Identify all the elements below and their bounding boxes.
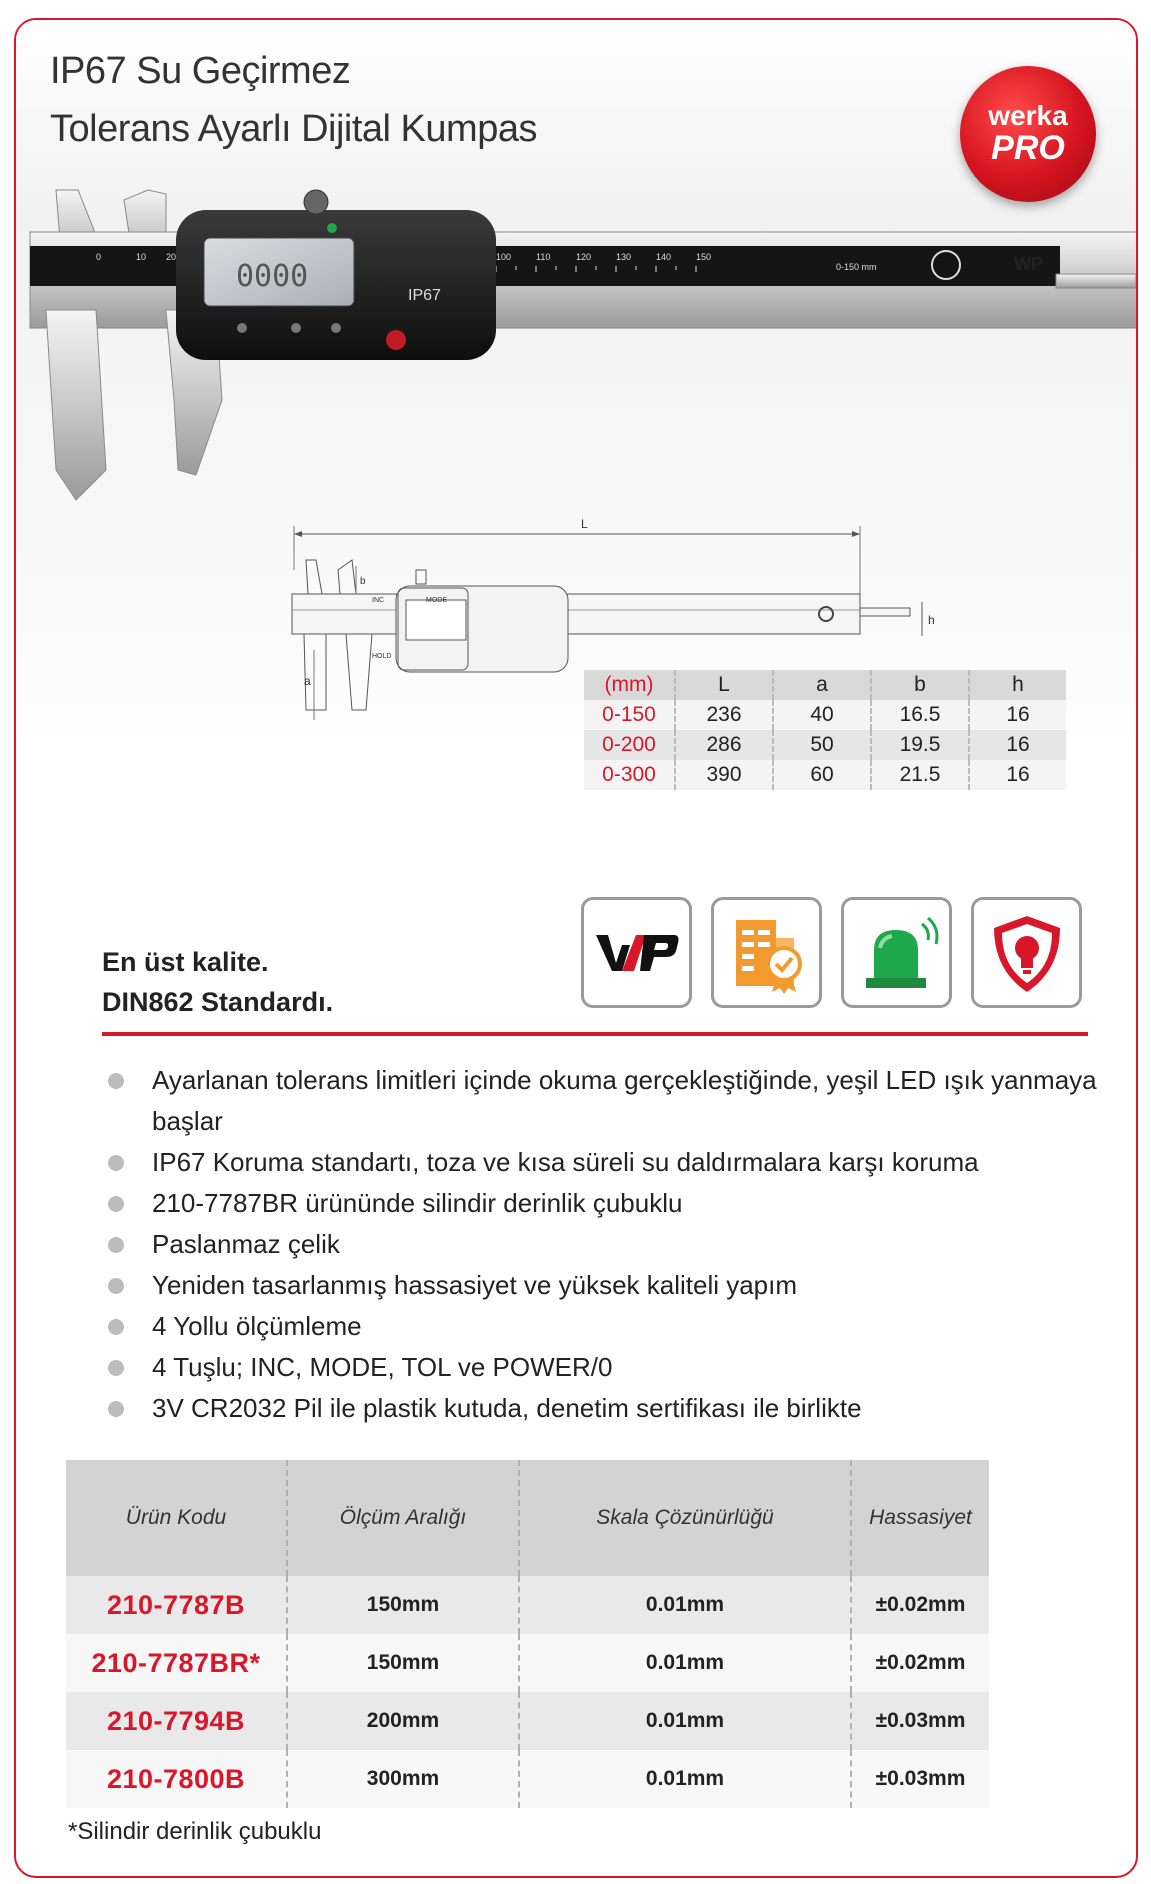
- lcd-readout: 0000: [236, 259, 309, 294]
- feature-text: Paslanmaz çelik: [152, 1229, 340, 1259]
- badge-line-2: PRO: [991, 129, 1065, 167]
- table-row: [66, 1576, 989, 1634]
- dim-range: 0-300: [584, 760, 675, 790]
- product-code: 210-7787BR*: [66, 1634, 287, 1692]
- accuracy: ±0.02mm: [851, 1634, 989, 1692]
- resolution: 0.01mm: [519, 1576, 851, 1634]
- accuracy: ±0.03mm: [851, 1692, 989, 1750]
- footnote: *Silindir derinlik çubuklu: [68, 1818, 322, 1845]
- title-line-2: Tolerans Ayarlı Dijital Kumpas: [50, 108, 537, 150]
- svg-text:10: 10: [136, 252, 147, 262]
- feature-icons: [581, 897, 1082, 1008]
- feature-text: 210-7787BR ürününde silindir derinlik çubuklu: [152, 1188, 683, 1218]
- dim-label-h: h: [928, 613, 935, 627]
- list-item: [108, 1142, 1108, 1183]
- measuring-range: 200mm: [287, 1692, 519, 1750]
- dim-L: 286: [675, 730, 773, 760]
- beam-logo: WP: [1014, 254, 1043, 274]
- feature-list: [108, 1060, 1108, 1429]
- section-divider: [102, 1032, 1088, 1036]
- measuring-range: 150mm: [287, 1634, 519, 1692]
- dim-label-L: L: [581, 517, 588, 531]
- wp-logo-icon: [581, 897, 692, 1008]
- feature-text: Ayarlanan tolerans limitleri içinde okuma gerçekleştiğinde, yeşil LED ışık yanmaya başlar: [152, 1065, 1097, 1136]
- feature-text: 3V CR2032 Pil ile plastik kutuda, denetim sertifikası ile birlikte: [152, 1393, 862, 1423]
- svg-text:MODE: MODE: [426, 597, 447, 604]
- bullet-icon: [108, 1278, 124, 1294]
- resolution: 0.01mm: [519, 1692, 851, 1750]
- dim-header-L: L: [675, 670, 773, 700]
- svg-text:110: 110: [536, 252, 551, 262]
- dimension-table-header: [584, 670, 1066, 700]
- resolution: 0.01mm: [519, 1634, 851, 1692]
- dim-a: 50: [773, 730, 871, 760]
- dim-header-a: a: [773, 670, 871, 700]
- bullet-icon: [108, 1073, 124, 1089]
- svg-text:140: 140: [656, 252, 672, 262]
- feature-text: 4 Tuşlu; INC, MODE, TOL ve POWER/0: [152, 1352, 613, 1382]
- measuring-range: 300mm: [287, 1750, 519, 1808]
- product-code: 210-7794B: [66, 1692, 287, 1750]
- dim-header-b: b: [871, 670, 969, 700]
- svg-text:INC: INC: [372, 597, 385, 604]
- dim-a: 60: [773, 760, 871, 790]
- dim-b: 19.5: [871, 730, 969, 760]
- feature-text: IP67 Koruma standartı, toza ve kısa süreli su daldırmalara karşı koruma: [152, 1147, 979, 1177]
- bullet-icon: [108, 1237, 124, 1253]
- svg-text:0: 0: [96, 252, 102, 262]
- dimension-table-row: [584, 760, 1066, 790]
- protection-shield-icon: [971, 897, 1082, 1008]
- dim-header-h: h: [969, 670, 1066, 700]
- spec-header-code: Ürün Kodu: [66, 1460, 287, 1576]
- list-item: [108, 1183, 1108, 1224]
- bullet-icon: [108, 1401, 124, 1417]
- svg-text:0-150 mm: 0-150 mm: [836, 262, 877, 272]
- bullet-icon: [108, 1319, 124, 1335]
- spec-header-range: Ölçüm Aralığı: [287, 1460, 519, 1576]
- dim-b: 21.5: [871, 760, 969, 790]
- certificate-icon: [711, 897, 822, 1008]
- table-row: [66, 1750, 989, 1808]
- svg-text:130: 130: [616, 252, 632, 262]
- dim-a: 40: [773, 700, 871, 730]
- dim-range: 0-200: [584, 730, 675, 760]
- product-spec-table: [66, 1460, 989, 1808]
- product-code: 210-7787B: [66, 1576, 287, 1634]
- dim-b: 16.5: [871, 700, 969, 730]
- dimension-table: [584, 670, 1066, 790]
- spec-table-header: [66, 1460, 989, 1576]
- list-item: [108, 1060, 1108, 1142]
- page-title: [50, 42, 537, 158]
- bullet-icon: [108, 1196, 124, 1212]
- ip67-marking: IP67: [408, 287, 441, 304]
- title-line-1: IP67 Su Geçirmez: [50, 50, 351, 92]
- product-code: 210-7800B: [66, 1750, 287, 1808]
- feature-text: Yeniden tasarlanmış hassasiyet ve yüksek kaliteli yapım: [152, 1270, 798, 1300]
- list-item: [108, 1306, 1108, 1347]
- accuracy: ±0.03mm: [851, 1750, 989, 1808]
- quality-statement: [102, 942, 333, 1022]
- dim-label-a: a: [304, 674, 311, 688]
- quality-line-2: DIN862 Standardı.: [102, 987, 334, 1017]
- quality-line-1: En üst kalite.: [102, 947, 269, 977]
- bullet-icon: [108, 1155, 124, 1171]
- svg-text:150: 150: [696, 252, 712, 262]
- list-item: [108, 1388, 1108, 1429]
- spec-header-resolution: Skala Çözünürlüğü: [519, 1460, 851, 1576]
- svg-text:100: 100: [496, 252, 512, 262]
- dim-L: 390: [675, 760, 773, 790]
- table-row: [66, 1692, 989, 1750]
- green-led-icon: [841, 897, 952, 1008]
- page-frame: [14, 18, 1138, 1878]
- dimension-table-row: [584, 730, 1066, 760]
- table-row: [66, 1634, 989, 1692]
- dim-h: 16: [969, 760, 1066, 790]
- dim-h: 16: [969, 730, 1066, 760]
- bullet-icon: [108, 1360, 124, 1376]
- feature-text: 4 Yollu ölçümleme: [152, 1311, 362, 1341]
- dim-h: 16: [969, 700, 1066, 730]
- dim-range: 0-150: [584, 700, 675, 730]
- accuracy: ±0.02mm: [851, 1576, 989, 1634]
- svg-text:20: 20: [166, 252, 177, 262]
- badge-line-1: werka: [988, 100, 1068, 131]
- caliper-photo: [16, 170, 1136, 510]
- dim-label-b: b: [360, 576, 366, 587]
- list-item: [108, 1347, 1108, 1388]
- dimension-table-row: [584, 700, 1066, 730]
- spec-header-accuracy: Hassasiyet: [851, 1460, 989, 1576]
- svg-text:HOLD: HOLD: [372, 653, 392, 660]
- list-item: [108, 1265, 1108, 1306]
- resolution: 0.01mm: [519, 1750, 851, 1808]
- dim-L: 236: [675, 700, 773, 730]
- measuring-range: 150mm: [287, 1576, 519, 1634]
- list-item: [108, 1224, 1108, 1265]
- svg-text:120: 120: [576, 252, 592, 262]
- dim-header-unit: (mm): [584, 670, 675, 700]
